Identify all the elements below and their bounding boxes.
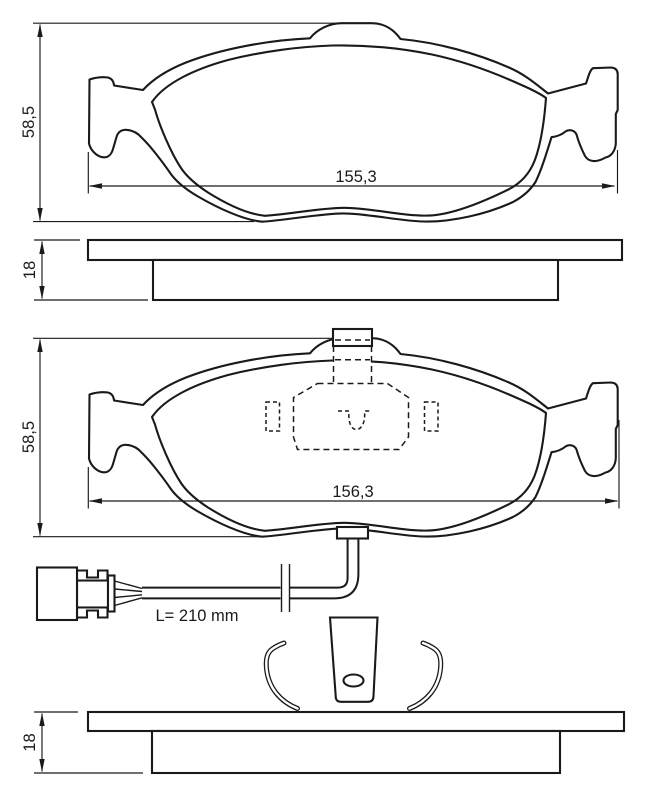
wear-sensor-assembly — [37, 539, 358, 626]
sensor-tab — [333, 329, 372, 346]
retaining-spring-clip — [266, 618, 441, 709]
width-dimension-2-label: 156,3 — [332, 483, 374, 501]
spring-center-post — [330, 618, 378, 702]
backing-plate-side-2 — [88, 712, 624, 731]
connector-barrel — [77, 581, 108, 608]
backing-plate-side — [88, 240, 622, 260]
connector-pins — [115, 581, 143, 606]
inner-pad-side-view — [21, 712, 624, 773]
width-dimension-1-label: 155,3 — [335, 168, 377, 186]
outer-pad-side-view — [21, 240, 622, 300]
cable-tab — [337, 527, 368, 539]
cable-break-icon — [282, 564, 290, 612]
pad-outline — [89, 23, 618, 222]
spring-eyelet — [344, 675, 364, 687]
sensor-connector — [37, 568, 142, 621]
outer-pad-front-view — [20, 23, 618, 222]
height-dimension-2-label: 58,5 — [20, 420, 38, 454]
spring-leg-left — [266, 643, 297, 709]
sensor-cable — [290, 539, 348, 588]
friction-material-side — [153, 260, 558, 300]
cable-length-label: L= 210 mm — [155, 607, 239, 625]
thickness-dimension-1-label: 18 — [21, 260, 39, 280]
friction-material-side-2 — [152, 731, 560, 773]
height-dimension-1-label: 58,5 — [20, 105, 38, 139]
connector-face — [108, 576, 115, 612]
connector-latch-bottom — [77, 608, 108, 618]
connector-latch-top — [77, 571, 108, 581]
spring-leg-right — [410, 643, 441, 709]
thickness-dimension-2-label: 18 — [21, 733, 39, 752]
inner-pad-front-view — [20, 329, 619, 539]
connector-body — [37, 568, 77, 621]
